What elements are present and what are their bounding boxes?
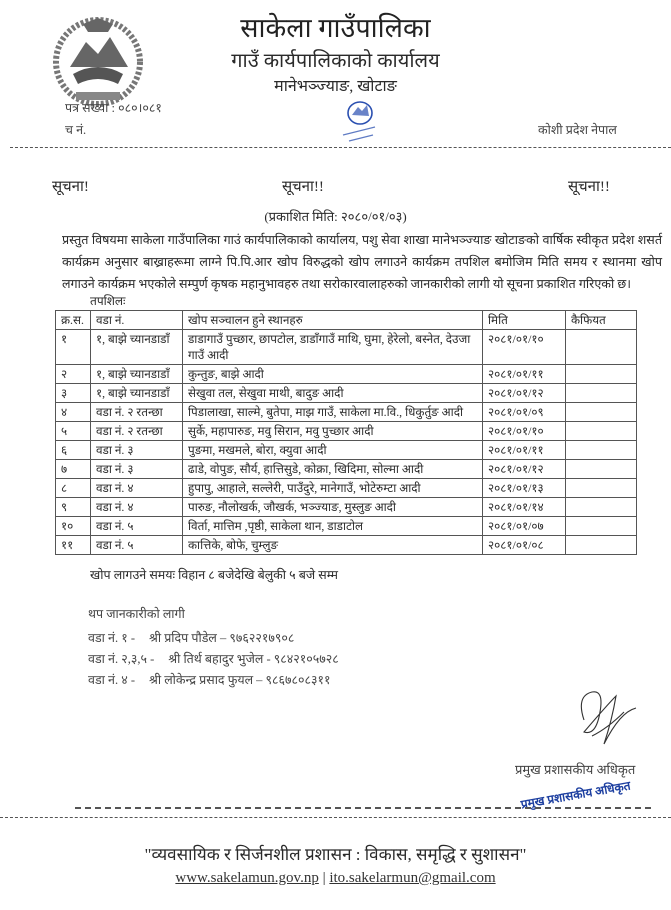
serial-cell: ५: [56, 422, 91, 441]
serial-cell: २: [56, 365, 91, 384]
ward-cell: वडा नं. २ रतन्छा: [91, 422, 183, 441]
notice-heading-center: सूचना!!: [282, 179, 324, 195]
ward-cell: वडा नं. ३: [91, 460, 183, 479]
contact-person: श्री तिर्थ बहादुर भुजेल - ९८४२१०५७२८: [168, 652, 339, 666]
date-cell: २०८१/०१/११: [483, 365, 566, 384]
province-label: कोशी प्रदेश नेपाल: [538, 123, 617, 137]
date-cell: २०८१/०१/१३: [483, 479, 566, 498]
column-header: कैफियत: [566, 311, 637, 330]
dispatch-number: च नं.: [65, 123, 87, 137]
date-cell: २०८१/०१/१०: [483, 422, 566, 441]
notice-heading-right: सूचना!!: [568, 179, 610, 195]
contact-line: [88, 629, 294, 646]
municipality-title: साकेला गाउँपालिका: [240, 13, 431, 43]
contact-person: श्री प्रदिप पौडेल – ९७६२२१७९०८: [148, 631, 295, 645]
table-row: [56, 479, 637, 498]
locations-cell: पुङमा, मखमले, बोरा, क्युवा आदी: [183, 441, 483, 460]
remarks-cell: [566, 330, 637, 365]
contact-line: [88, 671, 331, 688]
published-date: (प्रकाशित मिति: २०८०/०१/०३): [264, 209, 407, 224]
date-cell: २०८१/०१/१०: [483, 330, 566, 365]
notice-body: प्रस्तुत विषयमा साकेला गाउँपालिका गाउं कार्यपालिकाको कार्यालय, पशु सेवा शाखा मानेभञ्ज्याङ खोटाङको वार्षिक स्वीकृत प्रदेश शसर्त कार्यक्रम अनुसार बाख्राहरूमा लाग्ने पि.पि.आर खोप विरुद्धको खोप लगाउने कार्यक्रम तपशिल बमोजिम मिति समय र स्थानमा खोप लगाउने कार्यक्रम भएकोले सम्पुर्ण कृषक महानुभावहरु तथा सरोकारवालाहरुको जानकारीको लागी यो सूचना प्रकाशित गरिएको छ।: [62, 233, 662, 291]
vaccination-timing: खोप लागउने समयः विहान ८ बजेदेखि बेलुकी ५ बजे सम्म: [90, 568, 338, 582]
ward-cell: १, बाझे च्यानडाडाँ: [91, 365, 183, 384]
vaccination-schedule-table: [55, 310, 637, 555]
date-cell: २०८१/०१/०८: [483, 536, 566, 555]
office-address: मानेभञ्ज्याङ, खोटाङ: [274, 78, 397, 95]
website-link[interactable]: www.sakelamun.gov.np: [175, 870, 319, 886]
letter-number: पत्र सख्या : ०८०।०८१: [65, 101, 162, 115]
date-cell: २०८१/०१/१४: [483, 498, 566, 517]
office-subtitle: गाउँ कार्यपालिकाको कार्यालय: [231, 50, 440, 72]
table-row: [56, 517, 637, 536]
ward-cell: वडा नं. ४: [91, 479, 183, 498]
date-cell: २०८१/०१/१२: [483, 384, 566, 403]
serial-cell: ३: [56, 384, 91, 403]
contact-ward: वडा नं. १ -: [88, 631, 135, 645]
table-row: [56, 460, 637, 479]
serial-cell: ७: [56, 460, 91, 479]
link-separator: |: [322, 870, 326, 886]
office-seal-stamp: [335, 97, 385, 143]
remarks-cell: [566, 384, 637, 403]
ward-cell: वडा नं. २ रतन्छा: [91, 403, 183, 422]
remarks-cell: [566, 403, 637, 422]
ward-cell: वडा नं. ४: [91, 498, 183, 517]
table-row: [56, 536, 637, 555]
serial-cell: ११: [56, 536, 91, 555]
locations-cell: सेखुवा तल, सेखुवा माथी, बादुङ आदी: [183, 384, 483, 403]
table-row: [56, 365, 637, 384]
details-label: तपशिलः: [90, 294, 126, 308]
locations-cell: कात्तिके, बोफे, चुम्लुङ: [183, 536, 483, 555]
remarks-cell: [566, 460, 637, 479]
serial-cell: ९: [56, 498, 91, 517]
signatory-title: प्रमुख प्रशासकीय अधिकृत: [515, 762, 636, 777]
column-header: मिति: [483, 311, 566, 330]
locations-cell: ढाडे, वोपुङ, सौर्य, हात्तिसुडे, कोक्रा, खिदिमा, सोल्मा आदी: [183, 460, 483, 479]
table-body: [56, 330, 637, 555]
table-row: [56, 330, 637, 365]
serial-cell: ४: [56, 403, 91, 422]
contact-ward: वडा नं. २,३,५ -: [88, 652, 155, 666]
serial-cell: ८: [56, 479, 91, 498]
ward-cell: वडा नं. ५: [91, 517, 183, 536]
column-header: क्र.स.: [56, 311, 91, 330]
ward-cell: वडा नं. ५: [91, 536, 183, 555]
locations-cell: कुन्तुङ, बाझे आदी: [183, 365, 483, 384]
footer-slogan: "व्यवसायिक र सिर्जनशील प्रशासन : विकास, समृद्धि र सुशासन": [144, 845, 527, 864]
contact-line: [88, 650, 339, 667]
ward-cell: वडा नं. ३: [91, 441, 183, 460]
locations-cell: पारुङ, नौलोखर्क, जौखर्क, भञ्ज्याङ, मुस्लुङ आदी: [183, 498, 483, 517]
remarks-cell: [566, 441, 637, 460]
date-cell: २०८१/०१/११: [483, 441, 566, 460]
header-divider: [10, 147, 671, 148]
footer-divider-bottom: [0, 817, 671, 818]
serial-cell: १: [56, 330, 91, 365]
remarks-cell: [566, 422, 637, 441]
remarks-cell: [566, 536, 637, 555]
remarks-cell: [566, 479, 637, 498]
table-row: [56, 498, 637, 517]
date-cell: २०८१/०१/१२: [483, 460, 566, 479]
table-row: [56, 422, 637, 441]
column-header: वडा नं.: [91, 311, 183, 330]
ward-cell: १, बाझे च्यानडाडाँ: [91, 384, 183, 403]
email-link[interactable]: ito.sakelarmun@gmail.com: [329, 870, 496, 886]
footer-links: [0, 870, 671, 887]
notice-heading-left: सूचना!: [52, 179, 89, 195]
footer-divider-top: [75, 807, 651, 809]
contacts-label: थप जानकारीको लागी: [88, 607, 185, 621]
table-row: [56, 403, 637, 422]
officer-stamp: प्रमुख प्रशासकीय अधिकृत: [519, 778, 632, 812]
remarks-cell: [566, 517, 637, 536]
table-header-row: [56, 311, 637, 330]
date-cell: २०८१/०१/०९: [483, 403, 566, 422]
date-cell: २०८१/०१/०७: [483, 517, 566, 536]
locations-cell: पिडालाखा, साल्मे, बुतेपा, माझ गाउँ, साकेला मा.वि., धिकुर्तुङ आदी: [183, 403, 483, 422]
contact-person: श्री लोकेन्द्र प्रसाद फुयल – ९८६७८०८३११: [148, 673, 331, 687]
locations-cell: हुपापु, आहाले, सल्लेरी, पाउँदुरे, मानेगाउँ, भोटेरुम्टा आदी: [183, 479, 483, 498]
table-row: [56, 441, 637, 460]
remarks-cell: [566, 365, 637, 384]
serial-cell: ६: [56, 441, 91, 460]
contact-ward: वडा नं. ४ -: [88, 673, 135, 687]
remarks-cell: [566, 498, 637, 517]
locations-cell: डाडागाउँ पुच्छार, छापटोल, डाडाँगाउँ माथि, घुमा, हेरेलो, बस्नेत, देउजा गाउँ आदी: [183, 330, 483, 365]
table-row: [56, 384, 637, 403]
serial-cell: १०: [56, 517, 91, 536]
signature-image: [560, 688, 640, 752]
column-header: खोप सञ्चालन हुने स्थानहरु: [183, 311, 483, 330]
locations-cell: सुर्के, महापारुङ, मवु सिरान, मवु पुच्छार आदी: [183, 422, 483, 441]
locations-cell: विर्ता, मात्तिम ,पृष्ठी, साकेला थान, डाडाटोल: [183, 517, 483, 536]
ward-cell: १, बाझे च्यानडाडाँ: [91, 330, 183, 365]
